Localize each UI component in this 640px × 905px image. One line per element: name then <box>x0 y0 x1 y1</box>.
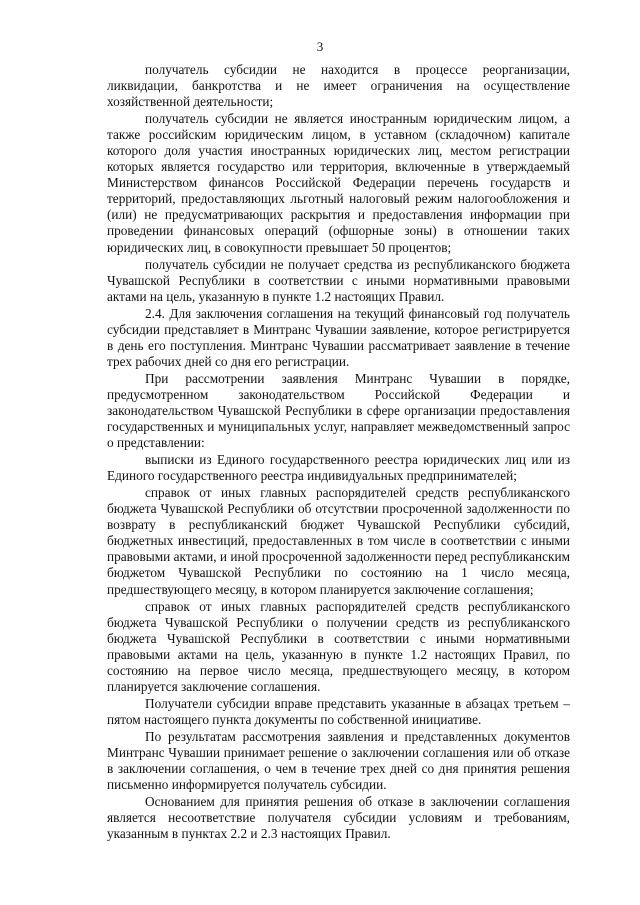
paragraph: выписки из Единого государственного реестра юридических лиц или из Единого государственного реестра индивидуальных предпринимателей; <box>107 452 570 484</box>
paragraph: получатель субсидии не находится в процессе реорганизации, ликвидации, банкротства и не имеет ограничения на осуществление хозяйственной деятельности; <box>107 62 570 110</box>
paragraph: получатель субсидии не получает средства из республиканского бюджета Чувашской Республики в соответствии с иными нормативными правовыми актами на цель, указанную в пункте 1.2 настоящих Правил. <box>107 256 570 304</box>
paragraph: По результатам рассмотрения заявления и представленных документов Минтранс Чувашии принимает решение о заключении соглашения или об отказе в заключении соглашения, о чем в течение трех дней со дня принятия решения письменно информируется получатель субсидии. <box>107 728 570 793</box>
paragraph: При рассмотрении заявления Минтранс Чувашии в порядке, предусмотренном законодательством Российской Федерации и законодательством Чувашской Республики в сфере организации предоставления государственных и муниципальных услуг, направляет межведомственный запрос о представлении: <box>107 370 570 451</box>
document-body <box>107 62 570 843</box>
page-number: 3 <box>316 39 324 54</box>
paragraph: Получатели субсидии вправе представить указанные в абзацах третьем – пятом настоящего пункта документы по собственной инициативе. <box>107 695 570 727</box>
paragraph: 2.4. Для заключения соглашения на текущий финансовый год получатель субсидии представляет в Минтранс Чувашии заявление, которое регистрируется в день его поступления. Минтранс Чувашии рассматривает заявление в течение трех рабочих дней со дня его регистрации. <box>107 305 570 369</box>
paragraph: справок от иных главных распорядителей средств республиканского бюджета Чувашской Республики об отсутствии просроченной задолженности по возврату в республиканский бюджет Чувашской Республики субсидий, бюджетных инвестиций, предоставленных в том числе в соответствии с иными правовыми актами, и иной просроченной задолженности перед республиканским бюджетом Чувашской Республики по состоянию на 1 число месяца, предшествующего месяцу, в котором планируется заключение соглашения; <box>107 485 570 597</box>
paragraph: Основанием для принятия решения об отказе в заключении соглашения является несоответствие получателя субсидии условиям и требованиям, указанным в пунктах 2.2 и 2.3 настоящих Правил. <box>107 794 570 842</box>
paragraph: справок от иных главных распорядителей средств республиканского бюджета Чувашской Республики о получении средств из республиканского бюджета Чувашской Республики в соответствии с иными нормативными правовыми актами на цель, указанную в пункте 1.2 настоящих Правил, по состоянию на первое число месяца, предшествующего месяцу, в котором планируется заключение соглашения. <box>107 598 570 694</box>
paragraph: получатель субсидии не является иностранным юридическим лицом, а также российским юридическим лицом, в уставном (складочном) капитале которого доля участия иностранных юридических лиц, местом регистрации которых является государство или территория, включенные в утверждаемый Министерством финансов Российской Федерации перечень государств и территорий, предоставляющих льготный налоговый режим налогообложения и (или) не предусматривающих раскрытия и предоставления информации при проведении финансовых операций (офшорные зоны) в отношении таких юридических лиц, в совокупности превышает 50 процентов; <box>107 111 570 255</box>
